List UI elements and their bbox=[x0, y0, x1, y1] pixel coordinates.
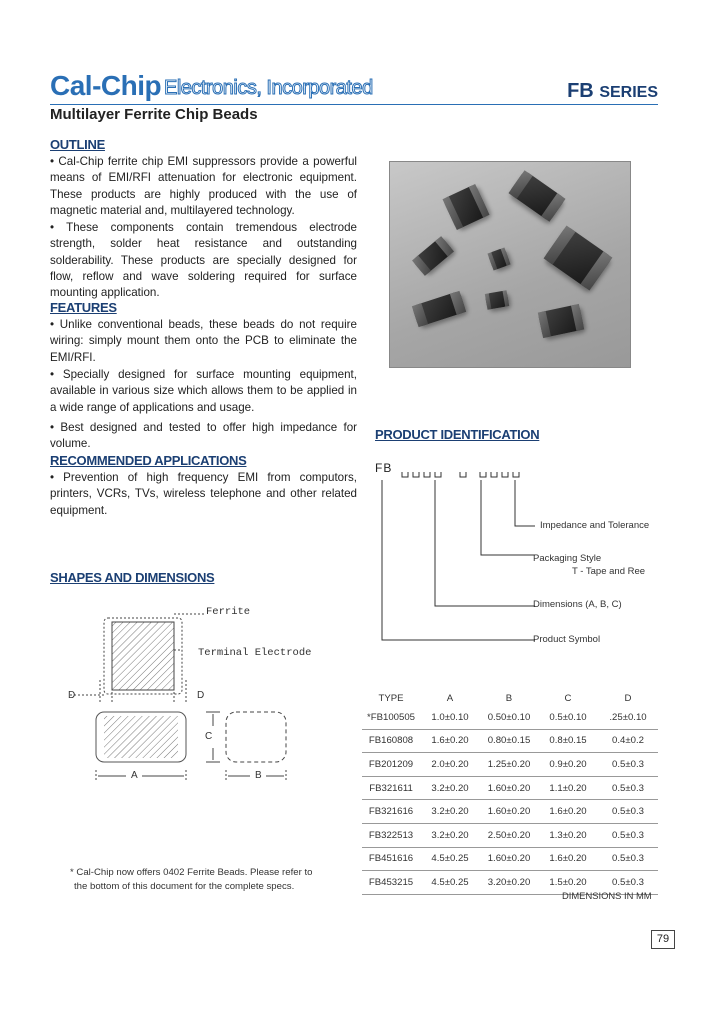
dimensions-unit-note: DIMENSIONS IN MM bbox=[562, 890, 652, 901]
brand-subtitle: Electronics, Incorporated bbox=[164, 77, 373, 99]
page-number: 79 bbox=[651, 930, 675, 949]
table-cell: 4.5±0.25 bbox=[420, 847, 480, 871]
features-paragraph-1: • Unlike conventional beads, these beads do not require wiring: simply mount them onto the PCB to eliminate the EMI/RFI. bbox=[50, 318, 357, 364]
dim-b-label: B bbox=[255, 770, 262, 781]
chip-image bbox=[508, 170, 565, 222]
table-cell: 1.60±0.20 bbox=[480, 800, 538, 824]
terminal-electrode-label: Terminal Electrode bbox=[198, 647, 312, 659]
table-cell: 1.3±0.20 bbox=[538, 823, 598, 847]
table-cell: 1.6±0.20 bbox=[538, 847, 598, 871]
series-prefix: FB bbox=[567, 80, 594, 102]
table-row bbox=[362, 800, 658, 824]
table-cell: 1.5±0.20 bbox=[538, 871, 598, 895]
table-cell: 0.50±0.10 bbox=[480, 706, 538, 729]
table-row bbox=[362, 706, 658, 729]
table-cell: 0.5±0.10 bbox=[538, 706, 598, 729]
table-cell: 1.6±0.20 bbox=[420, 729, 480, 753]
series-title bbox=[567, 80, 658, 103]
table-cell: 1.0±0.10 bbox=[420, 706, 480, 729]
table-cell: 3.2±0.20 bbox=[420, 823, 480, 847]
footnote-line-1: * Cal-Chip now offers 0402 Ferrite Beads. Please refer to bbox=[70, 867, 313, 878]
table-cell: 2.50±0.20 bbox=[480, 823, 538, 847]
chip-image bbox=[412, 291, 466, 327]
table-cell: 4.5±0.25 bbox=[420, 871, 480, 895]
features-heading: FEATURES bbox=[50, 300, 117, 315]
footnote bbox=[70, 866, 312, 894]
dim-d-left-label: D bbox=[68, 690, 76, 701]
table-header: D bbox=[624, 692, 632, 704]
table-row bbox=[362, 729, 658, 753]
table-header-row bbox=[362, 690, 658, 706]
table-cell: .25±0.10 bbox=[598, 706, 658, 729]
part-code-diagram bbox=[375, 458, 675, 658]
table-cell: 2.0±0.20 bbox=[420, 753, 480, 777]
table-cell: FB321611 bbox=[362, 776, 420, 800]
table-cell: FB453215 bbox=[362, 871, 420, 895]
table-cell: 1.1±0.20 bbox=[538, 776, 598, 800]
brand-name: Cal-Chip bbox=[50, 70, 162, 101]
packaging-label: Packaging Style bbox=[533, 553, 602, 564]
table-cell: 0.9±0.20 bbox=[538, 753, 598, 777]
table-cell: 0.5±0.3 bbox=[598, 871, 658, 895]
table-cell: 1.6±0.20 bbox=[538, 800, 598, 824]
shapes-heading: SHAPES AND DIMENSIONS bbox=[50, 570, 215, 585]
table-header: B bbox=[505, 692, 513, 704]
features-paragraph-2: • Specially designed for surface mounting equipment, available in various size which allows them to be applied in a wide range of applications and usage. bbox=[50, 368, 357, 414]
table-cell: 0.80±0.15 bbox=[480, 729, 538, 753]
table-cell: 0.8±0.15 bbox=[538, 729, 598, 753]
dimensions-table bbox=[362, 690, 658, 895]
features-paragraph-3: • Best designed and tested to offer high impedance for volume. bbox=[50, 421, 357, 451]
packaging-sub-label: T - Tape and Ree bbox=[572, 566, 646, 577]
table-row bbox=[362, 753, 658, 777]
header-rule bbox=[50, 104, 658, 105]
outline-paragraph-1: • Cal-Chip ferrite chip EMI suppressors provide a powerful means of EMI/RFI attenuation for electronic equipment. These products are highly produced with the use of magnetic material and, multilayered technology. bbox=[50, 155, 357, 217]
chip-image bbox=[487, 247, 510, 270]
table-row bbox=[362, 823, 658, 847]
chip-image bbox=[412, 236, 454, 276]
chip-image bbox=[538, 304, 584, 338]
table-cell: 3.2±0.20 bbox=[420, 776, 480, 800]
table-header: TYPE bbox=[378, 692, 404, 704]
table-cell: 0.5±0.3 bbox=[598, 776, 658, 800]
part-code-prefix: FB bbox=[375, 461, 393, 475]
table-header: C bbox=[564, 692, 572, 704]
table-cell: 1.60±0.20 bbox=[480, 847, 538, 871]
table-cell: 0.5±0.3 bbox=[598, 800, 658, 824]
page-subtitle: Multilayer Ferrite Chip Beads bbox=[50, 106, 258, 123]
table-cell: 1.25±0.20 bbox=[480, 753, 538, 777]
table-cell: FB322513 bbox=[362, 823, 420, 847]
table-row bbox=[362, 776, 658, 800]
dim-a-label: A bbox=[131, 770, 138, 781]
chip-beads-photo bbox=[389, 161, 631, 368]
table-cell: 0.4±0.2 bbox=[598, 729, 658, 753]
ferrite-label: Ferrite bbox=[206, 606, 251, 618]
table-cell: FB201209 bbox=[362, 753, 420, 777]
table-cell: 3.20±0.20 bbox=[480, 871, 538, 895]
footnote-line-2: the bottom of this document for the complete specs. bbox=[74, 881, 295, 892]
dimensions-label: Dimensions (A, B, C) bbox=[533, 599, 622, 610]
table-row bbox=[362, 847, 658, 871]
table-cell: FB321616 bbox=[362, 800, 420, 824]
table-cell: 0.5±0.3 bbox=[598, 823, 658, 847]
series-word: SERIES bbox=[599, 84, 658, 101]
table-cell: FB451616 bbox=[362, 847, 420, 871]
table-header: A bbox=[446, 692, 454, 704]
outline-paragraph-2: • These components contain tremendous electrode strength, solder heat resistance and outstanding solderability. These products are specially designed for flow, reflow and wave soldering required for surface mounting application. bbox=[50, 221, 357, 300]
table-cell: 3.2±0.20 bbox=[420, 800, 480, 824]
applications-heading: RECOMMENDED APPLICATIONS bbox=[50, 453, 247, 468]
table-cell: 1.60±0.20 bbox=[480, 776, 538, 800]
product-identification-heading: PRODUCT IDENTIFICATION bbox=[375, 427, 540, 442]
chip-image bbox=[544, 226, 613, 291]
impedance-label: Impedance and Tolerance bbox=[540, 520, 650, 531]
chip-image bbox=[485, 290, 509, 310]
table-cell: *FB100505 bbox=[362, 706, 420, 729]
dim-d-right-label: D bbox=[197, 690, 205, 701]
table-cell: FB160808 bbox=[362, 729, 420, 753]
chip-image bbox=[443, 184, 490, 230]
dimension-drawing bbox=[60, 600, 310, 790]
dim-c-label: C bbox=[205, 731, 213, 742]
product-symbol-label: Product Symbol bbox=[533, 634, 601, 645]
outline-heading: OUTLINE bbox=[50, 137, 105, 152]
table-cell: 0.5±0.3 bbox=[598, 847, 658, 871]
applications-paragraph: • Prevention of high frequency EMI from computors, printers, VCRs, TVs, wireless telephone and other related equipment. bbox=[50, 471, 357, 517]
table-cell: 0.5±0.3 bbox=[598, 753, 658, 777]
